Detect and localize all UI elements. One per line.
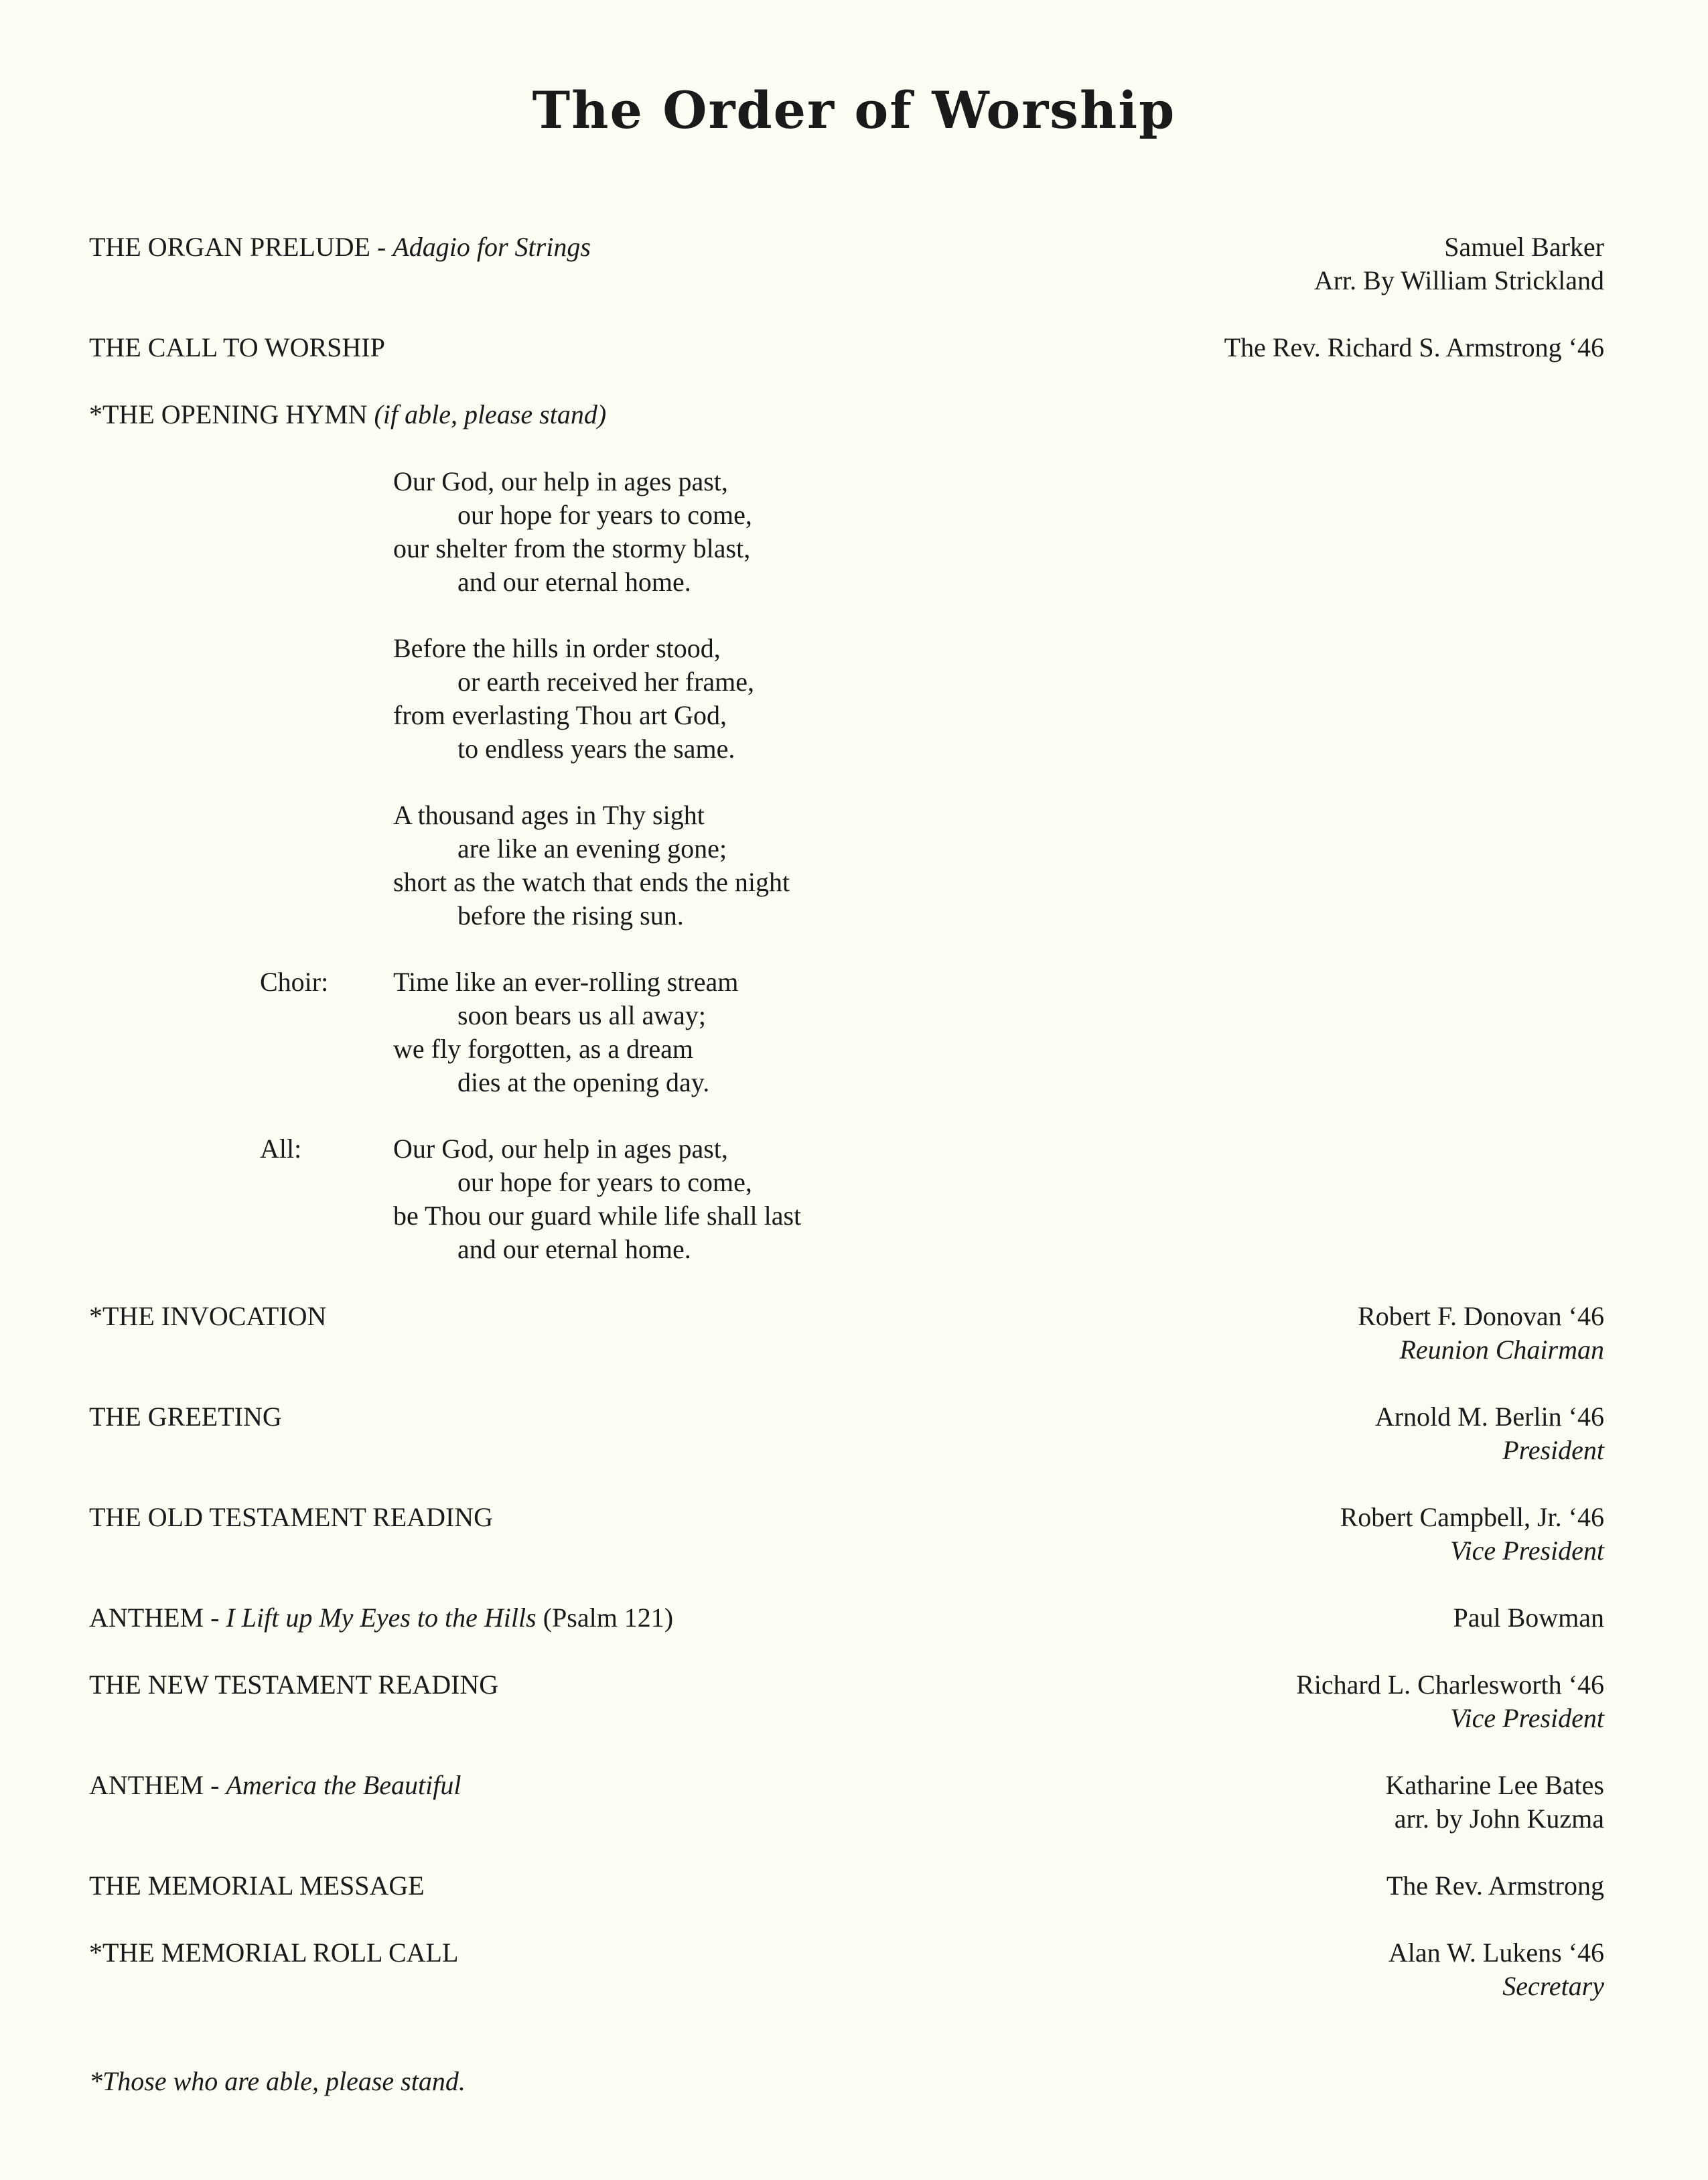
- item-label: THE GREETING: [89, 1402, 282, 1432]
- hymn-speaker-all: All:: [260, 1134, 302, 1164]
- item-label: THE OLD TESTAMENT READING: [89, 1502, 494, 1532]
- hymn-verse-2: Before the hills in order stood, or earth received her frame, from everlasting Thou art God, to endless years the same.: [393, 633, 755, 764]
- page-title: The Order of Worship: [532, 80, 1176, 140]
- item-leader: Richard L. Charlesworth ‘46 Vice President: [1296, 1670, 1604, 1733]
- item-leader: Alan W. Lukens ‘46 Secretary: [1388, 1937, 1604, 2001]
- item-label: THE CALL TO WORSHIP: [89, 332, 385, 362]
- item-label: *THE OPENING HYMN (if able, please stand): [89, 399, 607, 429]
- hymn-verse-4: Time like an ever-rolling stream soon bears us all away; we fly forgotten, as a dream dies at the opening day.: [393, 967, 739, 1097]
- item-leader: Samuel Barker Arr. By William Strickland: [1313, 232, 1604, 295]
- item-label: THE MEMORIAL MESSAGE: [89, 1870, 425, 1901]
- footnote: *Those who are able, please stand.: [89, 2066, 466, 2096]
- item-leader: Robert Campbell, Jr. ‘46 Vice President: [1340, 1502, 1604, 1566]
- hymn-verse-5: Our God, our help in ages past, our hope for years to come, be Thou our guard while life shall last and our eternal home.: [393, 1134, 802, 1264]
- item-label: *THE INVOCATION: [89, 1301, 327, 1331]
- item-leader: The Rev. Richard S. Armstrong ‘46: [1224, 332, 1604, 362]
- item-label: THE NEW TESTAMENT READING: [89, 1670, 499, 1700]
- item-leader: Robert F. Donovan ‘46 Reunion Chairman: [1358, 1301, 1604, 1365]
- item-leader: The Rev. Armstrong: [1386, 1870, 1604, 1901]
- hymn-verse-1: Our God, our help in ages past, our hope for years to come, our shelter from the stormy blast, and our eternal home.: [393, 466, 752, 597]
- hymn-speaker-choir: Choir:: [260, 967, 329, 997]
- hymn-verse-3: A thousand ages in Thy sight are like an evening gone; short as the watch that ends the night before the rising sun.: [393, 800, 790, 931]
- item-leader: Arnold M. Berlin ‘46 President: [1374, 1402, 1604, 1465]
- item-leader: Paul Bowman: [1453, 1603, 1604, 1633]
- item-label: THE ORGAN PRELUDE - Adagio for Strings: [89, 232, 591, 262]
- item-label: *THE MEMORIAL ROLL CALL: [89, 1937, 459, 1968]
- item-label: ANTHEM - America the Beautiful: [89, 1770, 461, 1800]
- item-leader: Katharine Lee Bates arr. by John Kuzma: [1385, 1770, 1604, 1834]
- item-label: ANTHEM - I Lift up My Eyes to the Hills (Psalm 121): [89, 1603, 674, 1633]
